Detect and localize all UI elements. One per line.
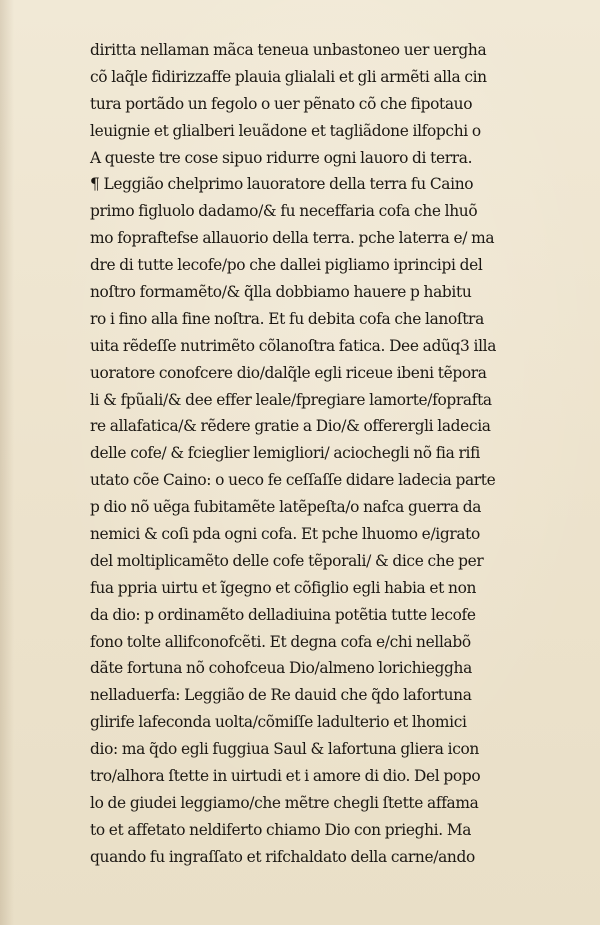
text-line: to et affetato neldiferto chiamo Dio con prieghi. Ma [90,820,472,839]
text-line: re allafatica/& rẽdere gratie a Dio/& offerergli ladecia [90,417,491,436]
text-line: tura portãdo un fegolo o uer pẽnato cõ che fipotauo [90,94,473,113]
text-line: primo figluolo dadamo/& fu neceffaria cofa che lhuõ [90,202,478,221]
text-line: dre di tutte lecofe/po che dallei pigliamo iprincipi del [90,256,483,275]
text-line: fua ppria uirtu et ĩgegno et cõfiglio egli habia et non [90,578,477,597]
text-line: uita rẽdeſſe nutrimẽto cõlanoſtra fatica. Dee adũq3 illa [90,336,497,355]
text-line: glirife lafeconda uolta/cõmiſſe ladulterio et lhomici [90,713,467,732]
text-line: li & fpũali/& dee effer leale/fpregiare lamorte/foprafta [90,390,492,409]
text-line: da dio: p ordinamẽto delladiuina potẽtia tutte lecofe [90,605,476,624]
text-line: fono tolte allifconofcẽti. Et degna cofa e/chi nellabõ [90,632,471,651]
text-line: leuignie et glialberi leuãdone et tagliãdone ilfopchi o [90,121,481,140]
text-line: nemici & coſi pda ogni cofa. Et pche lhuomo e/igrato [90,525,480,544]
text-column [90,37,560,871]
text-line: p dio nõ uẽga fubitamẽte latẽpeſta/o nafca guerra da [90,498,482,517]
text-line: del moltiplicamẽto delle cofe tẽporali/ & dice che per [90,551,484,570]
text-line: noſtro formamẽto/& q̃lla dobbiamo hauere p habitu [90,283,472,302]
text-line: quando fu ingraſſato et rifchaldato della carne/ando [90,847,475,866]
text-line: dio: ma q̃do egli fuggiua Saul & lafortuna gliera icon [90,740,479,759]
text-line: lo de giudei leggiamo/che mẽtre chegli ſtette affama [90,793,479,812]
text-line: diritta nellaman mãca teneua unbastoneo uer uergha [90,41,487,59]
page-edge-shadow [0,0,14,925]
text-line: nelladuerfa: Leggião de Re dauid che q̃do lafortuna [90,686,472,705]
text-line: mo fopraftefse allauorio della terra. pche laterra e/ ma [90,229,495,248]
text-line: utato cõe Caino: o ueco fe ceſſaſſe didare ladecia parte [90,471,496,490]
text-line: ro i fino alla fine noſtra. Et fu debita cofa che lanoſtra [90,309,484,328]
paragraph-start-line: ¶ Leggião chelprimo lauoratore della terra fu Caino [90,175,474,194]
text-line: cõ laq̃le fidirizzaffe plauia glialali et gli armẽti alla cin [90,67,487,86]
text-line: delle cofe/ & fcieglier lemigliori/ aciochegli nõ fia rifi [90,444,481,463]
text-line: tro/alhora ſtette in uirtudi et i amore di dio. Del popo [90,767,481,786]
text-line: dãte fortuna nõ cohofceua Dio/almeno lorichieggha [90,659,472,678]
text-line: A queste tre cose sipuo ridurre ogni lauoro di terra. [90,148,473,167]
text-line: uoratore conofcere dio/dalq̃le egli riceue ibeni tẽpora [90,363,487,382]
